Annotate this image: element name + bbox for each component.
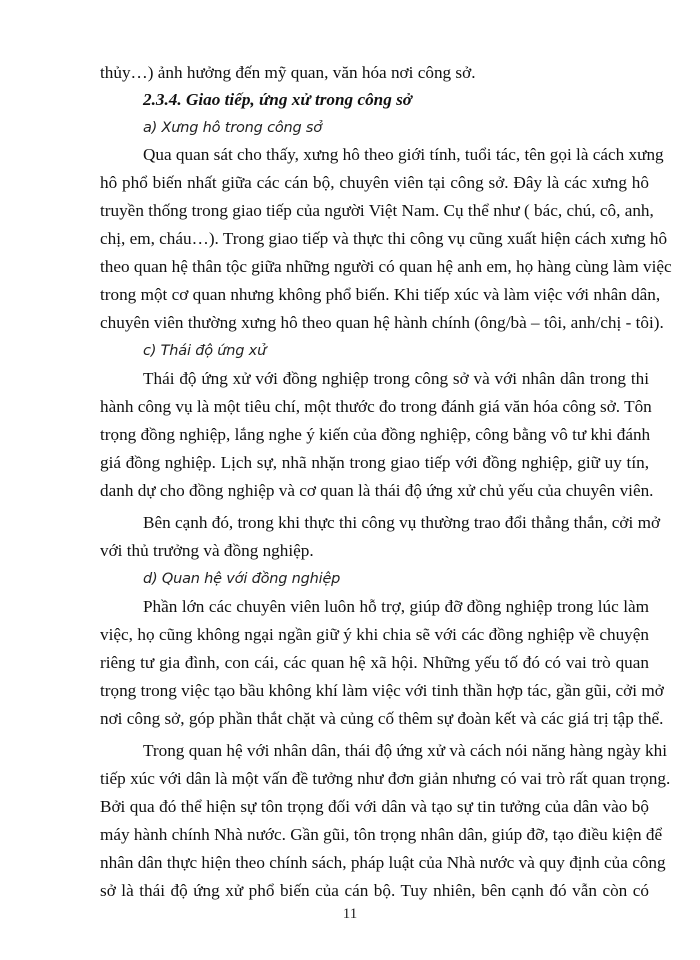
paragraph-line: Bên cạnh đó, trong khi thực thi công vụ thường trao đổi thẳng thắn, cởi mở: [143, 513, 661, 532]
subsection-heading: c) Thái độ ứng xử: [143, 343, 267, 359]
paragraph-line: Trong quan hệ với nhân dân, thái độ ứng xử và cách nói năng hàng ngày khi: [143, 741, 667, 760]
paragraph-line: danh dự cho đồng nghiệp và cơ quan là thái độ ứng xử chủ yếu của chuyên viên.: [100, 481, 654, 500]
page-number: 11: [342, 906, 358, 922]
paragraph-line: trọng đồng nghiệp, lắng nghe ý kiến của đồng nghiệp, công bằng vô tư khi đánh: [100, 425, 651, 444]
paragraph-line: chị, em, cháu…). Trong giao tiếp và thực thi công vụ cũng xuất hiện cách xưng hô: [100, 229, 668, 248]
section-heading: 2.3.4. Giao tiếp, ứng xử trong công sở: [143, 90, 413, 109]
paragraph-line: Thái độ ứng xử với đồng nghiệp trong công sở và với nhân dân trong thi: [143, 369, 649, 388]
subsection-heading: d) Quan hệ với đồng nghiệp: [143, 571, 341, 587]
paragraph-line: tiếp xúc với dân là một vấn đề tưởng như đơn giản nhưng có vai trò rất quan trọng.: [100, 769, 671, 788]
paragraph-line: việc, họ cũng không ngại ngần giữ ý khi chia sẽ với các đồng nghiệp về chuyện: [100, 625, 649, 644]
subsection-heading: a) Xưng hô trong công sở: [143, 120, 322, 136]
paragraph-line: thủy…) ảnh hưởng đến mỹ quan, văn hóa nơi công sở.: [100, 63, 476, 82]
paragraph-line: hô phổ biến nhất giữa các cán bộ, chuyên viên tại công sở. Đây là các xưng hô: [100, 173, 649, 192]
paragraph-line: theo quan hệ thân tộc giữa những người có quan hệ anh em, họ hàng cùng làm việc: [100, 257, 672, 276]
paragraph-line: sở là thái độ ứng xử phổ biến của cán bộ. Tuy nhiên, bên cạnh đó vẫn còn có: [100, 881, 649, 900]
paragraph-line: chuyên viên thường xưng hô theo quan hệ hành chính (ông/bà – tôi, anh/chị - tôi).: [100, 313, 664, 332]
paragraph-line: máy hành chính Nhà nước. Gần gũi, tôn trọng nhân dân, giúp đỡ, tạo điều kiện để: [100, 825, 663, 844]
paragraph-line: với thủ trưởng và đồng nghiệp.: [100, 541, 314, 560]
paragraph-line: Phần lớn các chuyên viên luôn hỗ trợ, giúp đỡ đồng nghiệp trong lúc làm: [143, 597, 649, 616]
paragraph-line: nơi công sở, góp phần thắt chặt và củng cố thêm sự đoàn kết và các giá trị tập thể.: [100, 709, 664, 728]
paragraph-line: Qua quan sát cho thấy, xưng hô theo giới tính, tuổi tác, tên gọi là cách xưng: [143, 145, 664, 164]
paragraph-line: hành công vụ là một tiêu chí, một thước đo trong đánh giá văn hóa công sở. Tôn: [100, 397, 652, 416]
paragraph-line: trọng trong việc tạo bầu không khí làm việc với tinh thần hợp tác, gần gũi, cởi mở: [100, 681, 664, 700]
paragraph-line: riêng tư gia đình, con cái, các quan hệ xã hội. Những yếu tố đó có vai trò quan: [100, 653, 649, 672]
paragraph-line: nhân dân thực hiện theo chính sách, pháp luật của Nhà nước và quy định của công: [100, 853, 666, 872]
paragraph-line: giá đồng nghiệp. Lịch sự, nhã nhặn trong giao tiếp với đồng nghiệp, giữ uy tín,: [100, 453, 649, 472]
paragraph-line: truyền thống trong giao tiếp của người Việt Nam. Cụ thể như ( bác, chú, cô, anh,: [100, 201, 654, 220]
paragraph-line: Bởi qua đó thể hiện sự tôn trọng đối với dân và tạo sự tin tưởng của dân vào bộ: [100, 797, 649, 816]
paragraph-line: trong một cơ quan nhưng không phổ biến. Khi tiếp xúc và làm việc với nhân dân,: [100, 285, 661, 304]
